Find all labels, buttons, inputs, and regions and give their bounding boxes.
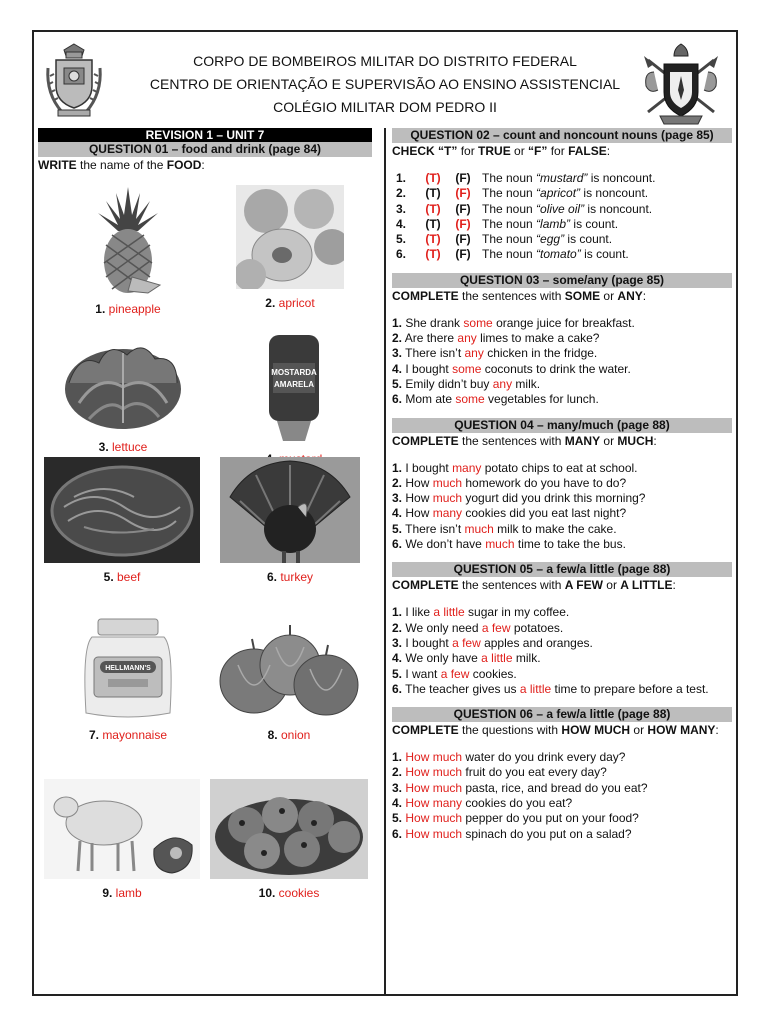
list-item: 4. How many cookies do you eat?	[392, 796, 573, 811]
question-02-section	[392, 128, 732, 263]
food-caption: 10. cookies	[258, 886, 320, 900]
list-item: 2. We only need a few potatoes.	[392, 620, 564, 635]
answer: some	[455, 392, 485, 407]
list-item: 5. How much pepper do you put on your food?	[392, 811, 639, 826]
sentence-list	[392, 750, 732, 842]
worksheet	[32, 30, 738, 996]
false-option[interactable]: (F)	[455, 216, 471, 231]
food-item-8	[214, 625, 364, 742]
food-item-1	[68, 185, 188, 316]
question-04-instruction: COMPLETE the sentences with MANY or MUCH:	[392, 433, 657, 448]
question-05-section	[392, 562, 732, 697]
answer: a few	[440, 666, 470, 681]
question-04-section	[392, 418, 732, 553]
list-item: 3. How much yogurt did you drink this morning?	[392, 491, 646, 506]
list-item: 4. We only have a little milk.	[392, 651, 541, 666]
list-item: 2. How much homework do you have to do?	[392, 475, 627, 490]
question-02-instruction: CHECK “T” for TRUE or “F” for FALSE:	[392, 144, 611, 158]
food-caption: 1. pineapple	[95, 302, 161, 316]
answer: any	[457, 331, 477, 346]
answer: How much	[405, 750, 463, 765]
food-grid	[38, 173, 372, 933]
sentence-list	[392, 605, 732, 697]
cookies-icon	[210, 779, 368, 879]
question-05-instruction: COMPLETE the sentences with A FEW or A LITTLE:	[392, 578, 676, 593]
answer: How much	[405, 811, 463, 826]
list-item: 1. I like a little sugar in my coffee.	[392, 605, 570, 620]
list-item: 5. Emily didn’t buy any milk.	[392, 376, 541, 391]
food-caption: 6. turkey	[266, 570, 314, 584]
answer: some	[463, 315, 493, 330]
list-item: 3. I bought a few apples and oranges.	[392, 635, 593, 650]
food-item-7	[68, 617, 188, 742]
true-option[interactable]: (T)	[425, 201, 441, 216]
column-divider	[384, 128, 386, 996]
list-item: 5. I want a few cookies.	[392, 666, 517, 681]
question-06-section	[392, 707, 732, 842]
true-option[interactable]: (T)	[425, 186, 441, 201]
revision-title: REVISION 1 – UNIT 7	[38, 128, 372, 142]
lamb-icon	[44, 779, 200, 879]
true-option[interactable]: (T)	[425, 171, 441, 185]
turkey-icon	[220, 457, 360, 563]
sentence-list	[392, 316, 732, 408]
onion-icon	[214, 625, 364, 721]
food-item-2	[234, 185, 346, 310]
food-item-4	[244, 333, 344, 466]
food-item-6	[220, 457, 360, 584]
center-name: CENTRO DE ORIENTAÇÃO E SUPERVISÃO AO ENSINO ASSISTENCIAL	[149, 76, 621, 92]
svg-text:MOSTARDA: MOSTARDA	[271, 368, 317, 377]
header	[34, 32, 736, 126]
food-caption: 3. lettuce	[98, 440, 148, 454]
answer: much	[485, 537, 515, 552]
food-item-10	[210, 779, 368, 900]
list-item: 3. (T) (F) The noun “olive oil” is noncount.	[396, 201, 653, 216]
list-item: 2. Are there any limes to make a cake?	[392, 331, 600, 346]
question-01-section	[38, 128, 372, 933]
answer: any	[492, 376, 513, 391]
list-item: 1. I bought many potato chips to eat at school.	[392, 460, 638, 475]
answer: a little	[433, 605, 465, 620]
answer: a little	[481, 651, 513, 666]
list-item: 6. The teacher gives us a little time to prepare before a test.	[392, 681, 709, 696]
list-item: 5. There isn’t much milk to make the cake.	[392, 521, 617, 536]
right-column	[392, 128, 732, 852]
list-item: 6. How much spinach do you put on a salad?	[392, 826, 632, 841]
food-caption: 2. apricot	[265, 296, 315, 310]
list-item: 1. How much water do you drink every day?	[392, 750, 626, 765]
false-option[interactable]: (F)	[455, 201, 471, 216]
answer: much	[432, 491, 463, 506]
list-item: 3. There isn’t any chicken in the fridge.	[392, 346, 598, 361]
svg-text:AMARELA: AMARELA	[274, 380, 314, 389]
apricot-icon	[236, 185, 344, 289]
school-name: COLÉGIO MILITAR DOM PEDRO II	[273, 99, 497, 115]
answer: many	[452, 460, 482, 475]
list-item: 6. We don’t have much time to take the bus.	[392, 537, 626, 552]
answer: much	[464, 521, 494, 536]
question-03-title: QUESTION 03 – some/any (page 85)	[392, 273, 732, 288]
answer: many	[432, 506, 463, 521]
question-04-title: QUESTION 04 – many/much (page 88)	[392, 418, 732, 433]
food-caption: 7. mayonnaise	[88, 728, 168, 742]
answer: How much	[405, 826, 463, 841]
list-item: 3. How much pasta, rice, and bread do you eat?	[392, 780, 648, 795]
question-01-title: QUESTION 01 – food and drink (page 84)	[38, 142, 372, 157]
answer: a few	[452, 635, 481, 650]
food-caption: 5. beef	[103, 570, 141, 584]
sentence-list	[392, 461, 732, 553]
answer: much	[432, 475, 463, 490]
lettuce-icon	[59, 333, 187, 433]
list-item: 5. (T) (F) The noun “egg” is count.	[396, 232, 613, 247]
true-false-list	[392, 171, 732, 263]
question-03-instruction: COMPLETE the sentences with SOME or ANY:	[392, 288, 647, 303]
mustard-icon	[265, 333, 323, 445]
list-item: 2. How much fruit do you eat every day?	[392, 765, 607, 780]
beef-icon	[44, 457, 200, 563]
true-option[interactable]: (T)	[425, 247, 441, 262]
question-02-title: QUESTION 02 – count and noncount nouns (page 85)	[392, 128, 732, 143]
answer: a little	[519, 681, 552, 696]
answer: How many	[405, 796, 463, 811]
answer: a few	[481, 620, 511, 635]
question-06-title: QUESTION 06 – a few/a little (page 88)	[392, 707, 732, 722]
list-item: 4. I bought some coconuts to drink the water.	[392, 361, 631, 376]
answer: How much	[405, 765, 463, 780]
question-06-instruction: COMPLETE the questions with HOW MUCH or HOW MANY:	[392, 723, 719, 738]
list-item: 2. (T) (F) The noun “apricot” is noncount.	[396, 186, 649, 201]
svg-text:HELLMANN'S: HELLMANN'S	[105, 665, 151, 672]
food-item-9	[44, 779, 200, 900]
false-option[interactable]: (F)	[455, 186, 471, 201]
false-option[interactable]: (F)	[455, 247, 471, 262]
question-01-instruction: WRITE the name of the FOOD:	[38, 158, 205, 172]
true-option[interactable]: (T)	[425, 232, 441, 247]
pineapple-icon	[88, 185, 168, 295]
answer: any	[464, 346, 484, 361]
food-caption: 9. lamb	[102, 886, 142, 900]
false-option[interactable]: (F)	[455, 171, 471, 185]
true-option[interactable]: (T)	[425, 216, 441, 231]
mayonnaise-icon	[78, 617, 178, 721]
answer: How much	[405, 780, 463, 795]
fire-department-crest-icon	[638, 42, 724, 126]
list-item: 6. Mom ate some vegetables for lunch.	[392, 392, 599, 407]
list-item: 1. (T) (F) The noun “mustard” is noncount.	[396, 171, 656, 185]
question-05-title: QUESTION 05 – a few/a little (page 88)	[392, 562, 732, 577]
list-item: 1. She drank some orange juice for breakfast.	[392, 315, 635, 330]
question-03-section	[392, 273, 732, 408]
list-item: 4. How many cookies did you eat last night?	[392, 506, 627, 521]
false-option[interactable]: (F)	[455, 232, 471, 247]
state-crest-icon	[44, 42, 104, 120]
institution-name: CORPO DE BOMBEIROS MILITAR DO DISTRITO FEDERAL	[193, 53, 577, 69]
food-item-3	[48, 333, 198, 454]
list-item: 4. (T) (F) The noun “lamb” is count.	[396, 216, 619, 231]
food-item-5	[42, 457, 202, 584]
list-item: 6. (T) (F) The noun “tomato” is count.	[396, 247, 629, 262]
food-caption: 8. onion	[267, 728, 311, 742]
answer: some	[452, 361, 482, 376]
